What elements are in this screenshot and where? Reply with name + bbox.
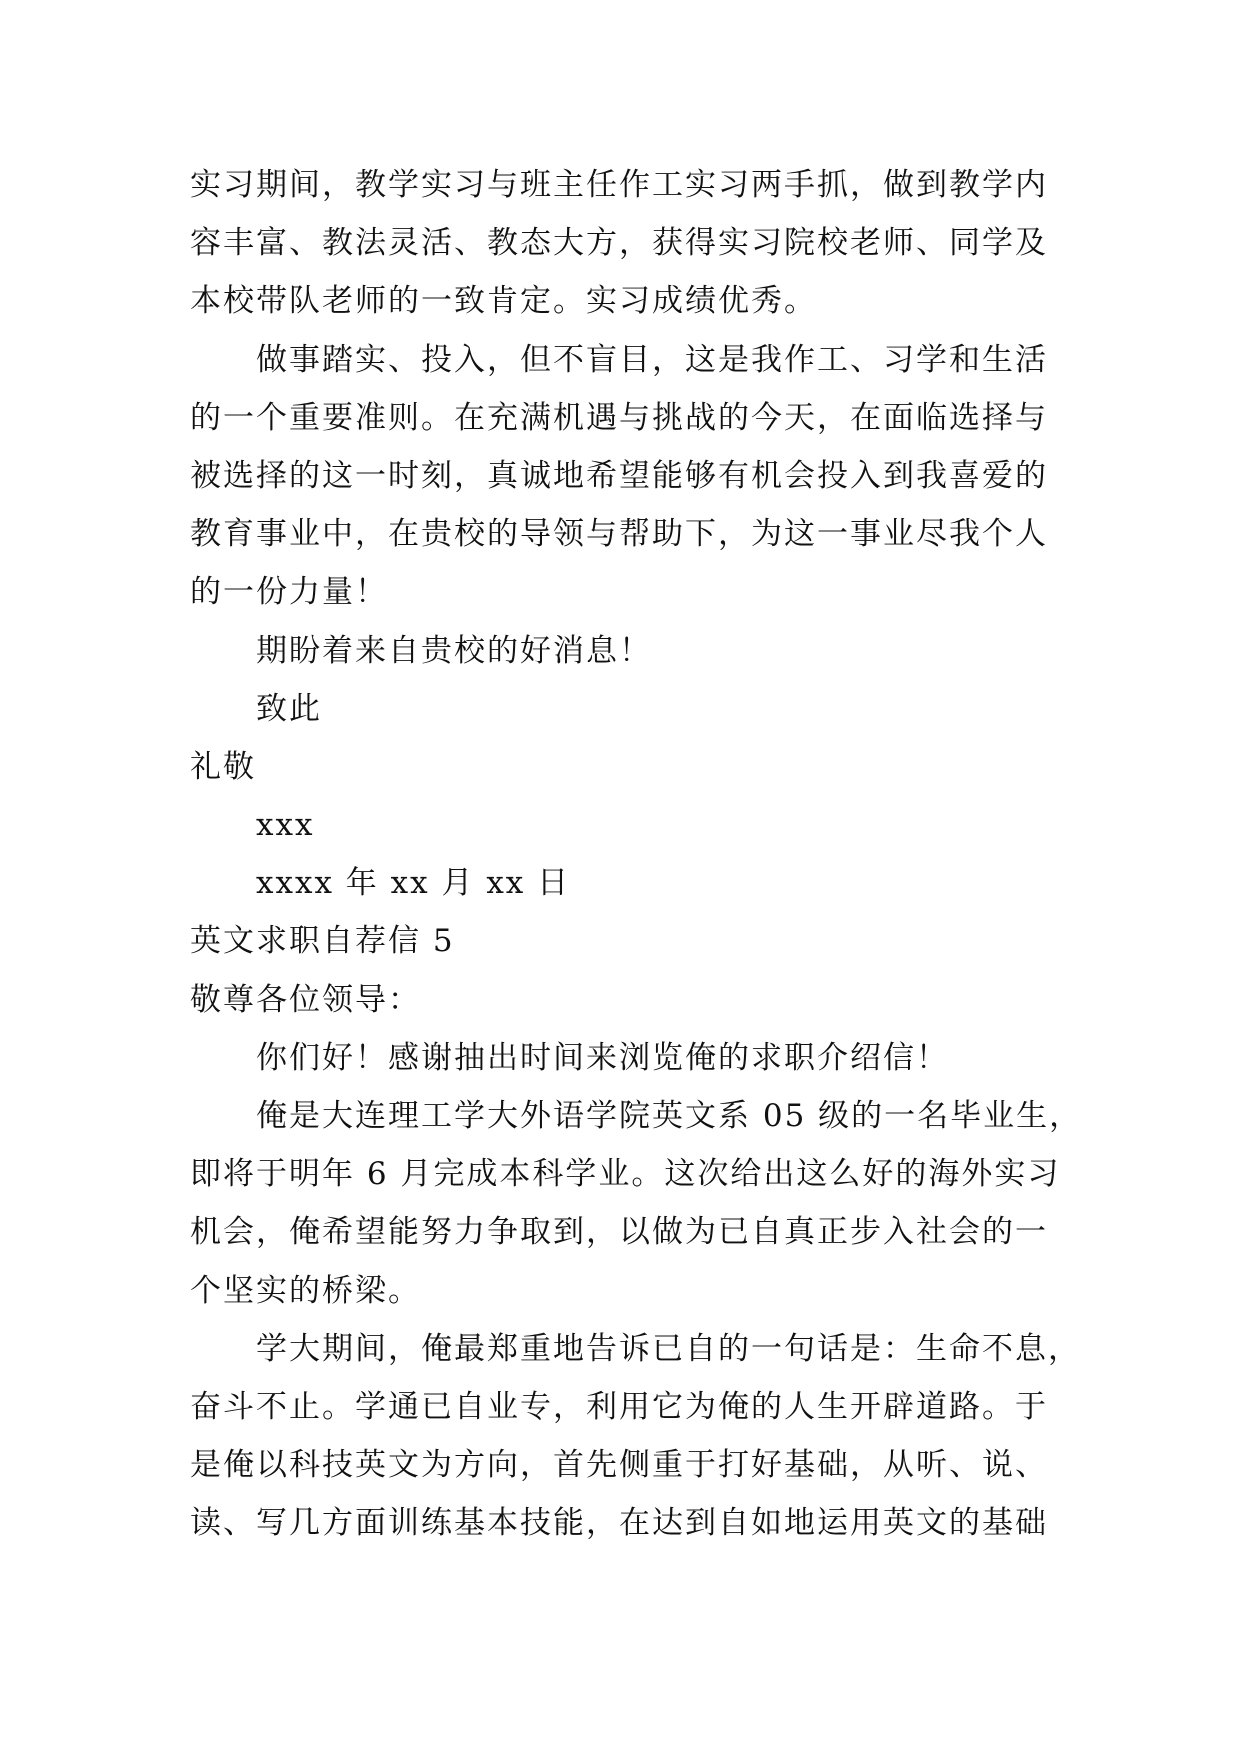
text-line: 读、写几方面训练基本技能，在达到自如地运用英文的基础 xyxy=(190,1505,1048,1542)
text-line: 实习期间，教学实习与班主任作工实习两手抓，做到教学内 xyxy=(190,167,1048,203)
text-line: 学大期间，俺最郑重地告诉已自的一句话是：生命不息， xyxy=(256,1330,1081,1367)
text-line: 礼敬 xyxy=(190,748,256,785)
paragraph-salute xyxy=(190,738,1070,796)
text-line: 敬尊各位领导： xyxy=(190,981,421,1018)
paragraph-principle xyxy=(190,331,1070,622)
paragraph-date xyxy=(190,854,1070,912)
text-line: 本校带队老师的一致肯定。实习成绩优秀。 xyxy=(190,283,817,320)
paragraph-intern-summary xyxy=(190,156,1070,331)
letter-body xyxy=(190,156,1083,1553)
paragraph-study xyxy=(190,1320,1081,1553)
paragraph-greeting xyxy=(190,1029,1070,1087)
text-line: 是俺以科技英文为方向，首先侧重于打好基础，从听、说、 xyxy=(190,1447,1048,1484)
text-line: 被选择的这一时刻，真诚地希望能够有机会投入到我喜爱的 xyxy=(190,457,1048,494)
text-line: 英文求职自荐信 5 xyxy=(190,923,455,960)
text-line: 个坚实的桥梁。 xyxy=(190,1272,421,1309)
text-line: 的一份力量！ xyxy=(190,574,388,611)
text-line: 期盼着来自贵校的好消息！ xyxy=(256,632,652,669)
paragraph-signature xyxy=(190,796,1070,854)
text-line: xxxx 年 xx 月 xx 日 xyxy=(256,865,571,902)
text-line: 做事踏实、投入，但不盲目，这是我作工、习学和生活 xyxy=(256,341,1048,378)
paragraph-expect xyxy=(190,622,1070,680)
text-line: 容丰富、教法灵活、教态大方，获得实习院校老师、同学及 xyxy=(190,225,1048,262)
text-line: 俺是大连理工学大外语学院英文系 05 级的一名毕业生， xyxy=(256,1098,1083,1134)
paragraph-section-title xyxy=(190,912,1070,970)
text-line: 你们好！感谢抽出时间来浏览俺的求职介绍信！ xyxy=(256,1039,949,1076)
paragraph-intro xyxy=(190,1087,1083,1320)
text-line: 机会，俺希望能努力争取到，以做为已自真正步入社会的一 xyxy=(190,1214,1048,1251)
text-line: 的一个重要准则。在充满机遇与挑战的今天，在面临选择与 xyxy=(190,399,1048,436)
text-line: 即将于明年 6 月完成本科学业。这次给出这么好的海外实习 xyxy=(190,1156,1061,1193)
paragraph-salutation xyxy=(190,971,1070,1029)
text-line: 奋斗不止。学通已自业专，利用它为俺的人生开辟道路。于 xyxy=(190,1388,1048,1425)
text-line: xxx xyxy=(256,807,315,844)
text-line: 教育事业中，在贵校的导领与帮助下，为这一事业尽我个人 xyxy=(190,516,1048,553)
text-line: 致此 xyxy=(256,690,322,727)
paragraph-closing xyxy=(190,680,1070,738)
